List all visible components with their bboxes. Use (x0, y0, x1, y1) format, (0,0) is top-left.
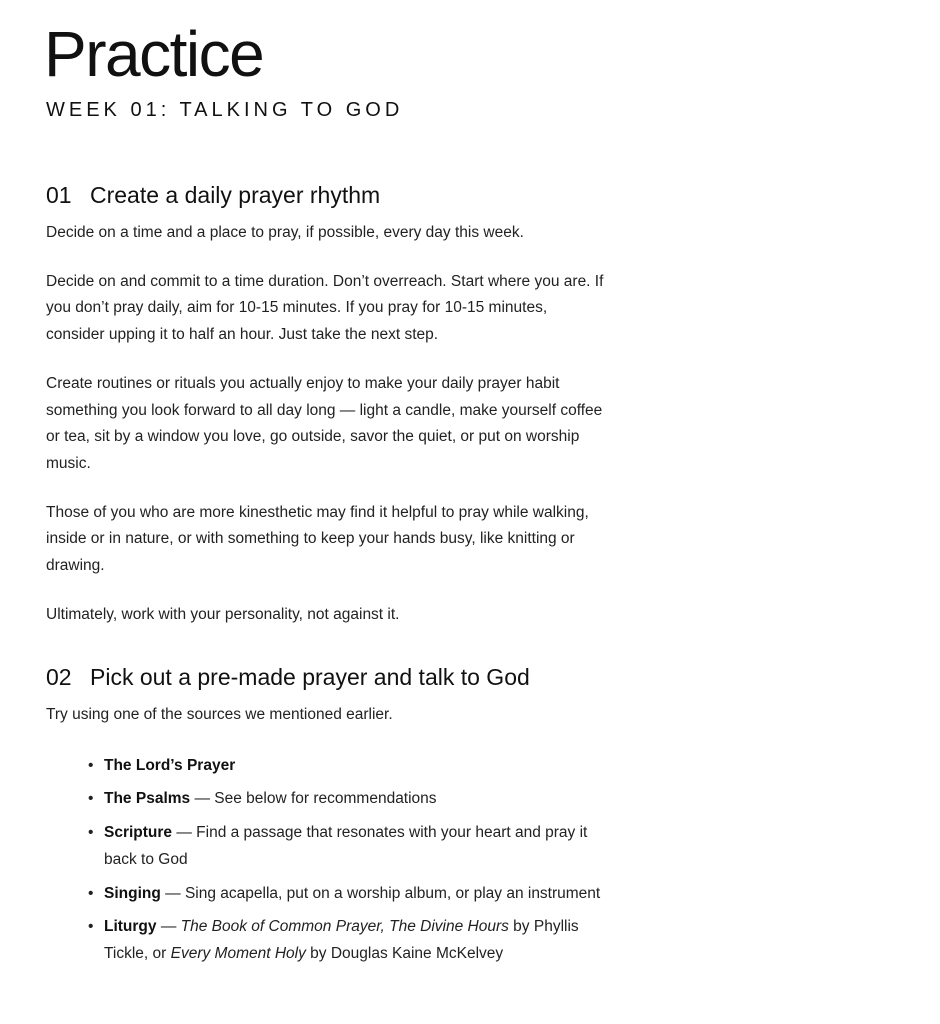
bullet-icon: • (88, 884, 94, 902)
item-title: The Lord’s Prayer (104, 756, 236, 774)
prayer-source-list (46, 753, 606, 968)
list-item (88, 881, 606, 908)
bullet-icon: • (88, 790, 94, 808)
section-heading (46, 180, 606, 210)
list-item (88, 786, 606, 813)
section-daily-prayer-rhythm (46, 180, 606, 650)
section-number: 02 (46, 664, 72, 690)
section-pre-made-prayer (46, 662, 606, 975)
section-title: Pick out a pre-made prayer and talk to God (90, 664, 530, 690)
page-title: Practice (44, 18, 264, 90)
item-dash: — (156, 918, 181, 936)
item-description: — Sing acapella, put on a worship album, or play an instrument (160, 884, 601, 902)
section-number: 01 (46, 182, 72, 208)
section-intro: Try using one of the sources we mentioned earlier. (46, 706, 393, 723)
item-title: The Psalms (104, 790, 191, 808)
item-description: by Douglas Kaine McKelvey (305, 944, 504, 962)
book-title: Every Moment Holy (170, 944, 306, 962)
paragraph: Decide on and commit to a time duration. Don’t overreach. Start where you are. If you don’t pray daily, aim for 10-15 minutes. If you pray for 10-15 minutes, consider upping it to half an hour. Just take the next step. (46, 272, 604, 344)
list-item (88, 914, 606, 967)
item-description: by Phyllis Tickle, or (104, 918, 579, 962)
section-heading (46, 662, 606, 692)
item-title: Liturgy (104, 918, 157, 936)
item-title: Scripture (104, 824, 173, 842)
item-description: — See below for recommendations (190, 790, 437, 808)
paragraph: Decide on a time and a place to pray, if possible, every day this week. (46, 224, 524, 241)
bullet-icon: • (88, 756, 94, 774)
paragraph: Those of you who are more kinesthetic may find it helpful to pray while walking, inside or in nature, or with something to keep your hands busy, like knitting or drawing. (46, 503, 589, 575)
list-item (88, 753, 606, 780)
item-title: Singing (104, 884, 161, 902)
paragraph: Create routines or rituals you actually enjoy to make your daily prayer habit something you look forward to all day long — light a candle, make yourself coffee or tea, sit by a window you love, go outside, savor the quiet, or put on worship music. (46, 374, 603, 472)
bullet-icon: • (88, 918, 94, 936)
bullet-icon: • (88, 824, 94, 842)
item-description: — Find a passage that resonates with your heart and pray it back to God (104, 824, 588, 868)
paragraph: Ultimately, work with your personality, not against it. (46, 605, 400, 623)
section-title: Create a daily prayer rhythm (90, 182, 381, 208)
list-item (88, 820, 606, 873)
page-subtitle: WEEK 01: TALKING TO GOD (46, 99, 404, 121)
book-title: The Book of Common Prayer, The Divine Hours (180, 918, 509, 936)
